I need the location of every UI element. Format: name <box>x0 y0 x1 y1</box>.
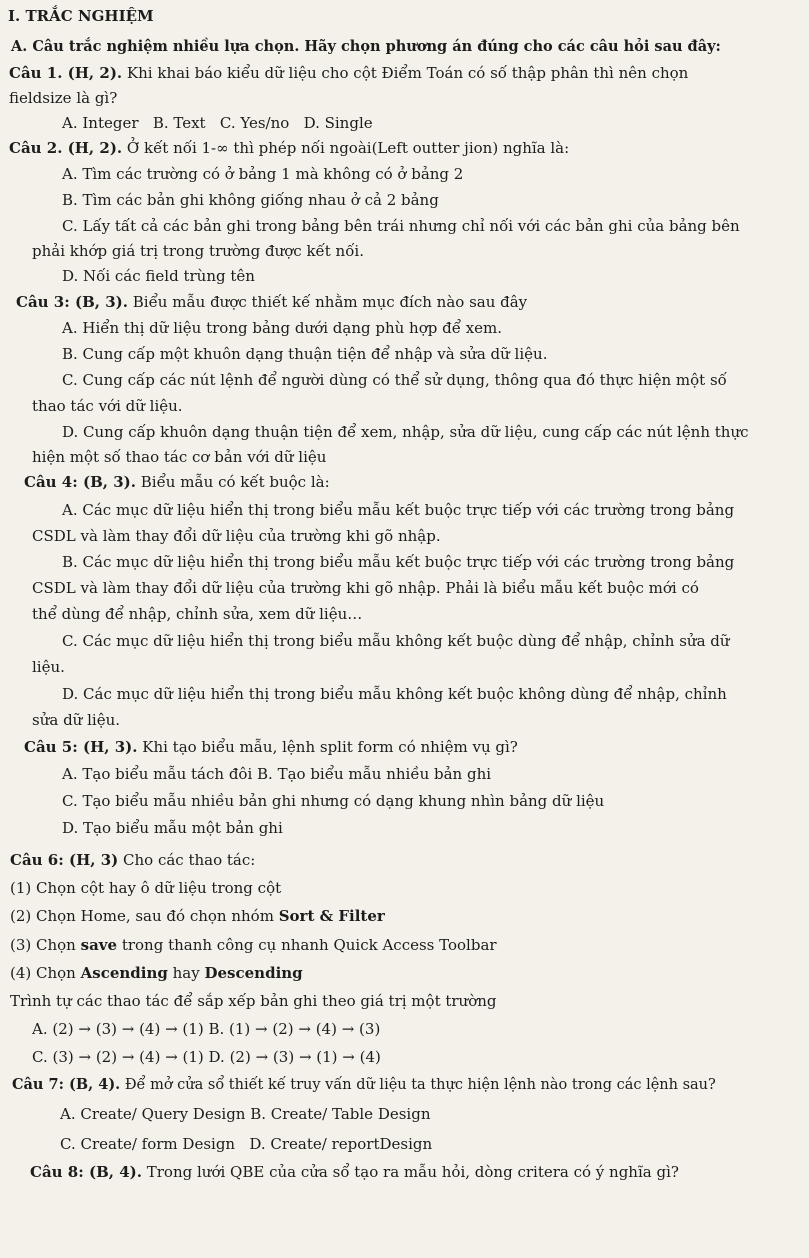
question-4-text: Biểu mẫu có kết buộc là: <box>140 473 330 491</box>
section-title: I. TRẮC NGHIỆM <box>8 7 154 25</box>
question-6-step-4-text: (4) Chọn <box>10 964 81 982</box>
question-6-step-4-keyword-2: Descending <box>204 964 303 982</box>
question-3-option-d: D. Cung cấp khuôn dạng thuận tiện để xem, nhập, sửa dữ liệu, cung cấp các nút lệnh thực <box>62 423 749 441</box>
question-3-option-d-cont: hiện một số thao tác cơ bản với dữ liệu <box>32 448 327 466</box>
question-6-text: Cho các thao tác: <box>123 851 256 869</box>
question-4-label: Câu 4: (B, 3). <box>24 473 136 491</box>
question-2-option-a: A. Tìm các trường có ở bảng 1 mà không có ở bảng 2 <box>62 165 464 183</box>
question-2-option-c: C. Lấy tất cả các bản ghi trong bảng bên trái nhưng chỉ nối với các bản ghi của bảng bên <box>62 217 740 235</box>
question-6-step-4-text-mid: hay <box>167 964 205 982</box>
question-4-option-c-cont: liệu. <box>32 658 65 676</box>
question-5-option-d: D. Tạo biểu mẫu một bản ghi <box>62 819 283 837</box>
question-6-options-ab: A. (2) → (3) → (4) → (1) B. (1) → (2) → (4) → (3) <box>32 1020 381 1038</box>
question-6-step-2 <box>10 906 385 926</box>
question-4-option-a-cont: CSDL và làm thay đổi dữ liệu của trường khi gõ nhập. <box>32 527 441 545</box>
question-3-option-a: A. Hiển thị dữ liệu trong bảng dưới dạng phù hợp để xem. <box>62 319 503 337</box>
instruction: A. Câu trắc nghiệm nhiều lựa chọn. Hãy chọn phương án đúng cho các câu hỏi sau đây: <box>11 38 721 55</box>
question-5 <box>24 737 518 757</box>
question-1-text-cont: fieldsize là gì? <box>9 89 118 107</box>
question-6-prompt: Trình tự các thao tác để sắp xếp bản ghi theo giá trị một trường <box>10 992 497 1010</box>
question-6-label: Câu 6: (H, 3) <box>10 851 119 869</box>
question-2-option-c-cont: phải khớp giá trị trong trường được kết nối. <box>32 242 364 260</box>
question-5-options-ab: A. Tạo biểu mẫu tách đôi B. Tạo biểu mẫu nhiều bản ghi <box>62 765 492 783</box>
question-1 <box>9 63 688 83</box>
question-7-options-cd: C. Create/ form Design D. Create/ reportDesign <box>60 1135 433 1153</box>
question-7-options-ab: A. Create/ Query Design B. Create/ Table Design <box>60 1105 431 1123</box>
question-3-option-c: C. Cung cấp các nút lệnh để người dùng có thể sử dụng, thông qua đó thực hiện một số <box>62 371 727 389</box>
question-5-label: Câu 5: (H, 3). <box>24 738 138 756</box>
question-6-step-3-text: (3) Chọn <box>10 936 81 954</box>
question-8-label: Câu 8: (B, 4). <box>30 1163 142 1181</box>
question-1-options: A. Integer B. Text C. Yes/no D. Single <box>62 114 373 132</box>
question-3 <box>16 292 527 312</box>
question-4-option-a: A. Các mục dữ liệu hiển thị trong biểu mẫu kết buộc trực tiếp với các trường trong bảng <box>62 501 735 519</box>
question-4-option-c: C. Các mục dữ liệu hiển thị trong biểu mẫu không kết buộc dùng để nhập, chỉnh sửa dữ <box>62 632 730 650</box>
question-2-text: Ở kết nối 1-∞ thì phép nối ngoài(Left outter jion) nghĩa là: <box>126 139 570 157</box>
question-6-step-1: (1) Chọn cột hay ô dữ liệu trong cột <box>10 879 282 897</box>
question-4-option-b-cont2: thể dùng để nhập, chỉnh sửa, xem dữ liệu… <box>32 605 363 623</box>
question-7 <box>12 1075 716 1095</box>
question-6-step-3 <box>10 935 497 955</box>
question-4-option-d-cont: sửa dữ liệu. <box>32 711 121 729</box>
question-6-step-3-text-post: trong thanh công cụ nhanh Quick Access Toolbar <box>117 936 497 954</box>
question-1-text: Khi khai báo kiểu dữ liệu cho cột Điểm Toán có số thập phân thì nên chọn <box>126 64 689 82</box>
question-5-text: Khi tạo biểu mẫu, lệnh split form có nhiệm vụ gì? <box>142 738 518 756</box>
question-1-label: Câu 1. (H, 2). <box>9 64 123 82</box>
question-4-option-b-cont: CSDL và làm thay đổi dữ liệu của trường khi gõ nhập. Phải là biểu mẫu kết buộc mới có <box>32 579 699 597</box>
question-4-option-d: D. Các mục dữ liệu hiển thị trong biểu mẫu không kết buộc không dùng để nhập, chỉnh <box>62 685 727 703</box>
question-6-step-4 <box>10 963 303 983</box>
question-3-label: Câu 3: (B, 3). <box>16 293 128 311</box>
question-6 <box>10 850 255 870</box>
question-6-step-2-text: (2) Chọn Home, sau đó chọn nhóm <box>10 907 279 925</box>
question-8 <box>30 1162 679 1182</box>
question-3-option-b: B. Cung cấp một khuôn dạng thuận tiện để nhập và sửa dữ liệu. <box>62 345 548 363</box>
question-6-options-cd: C. (3) → (2) → (4) → (1) D. (2) → (3) → (1) → (4) <box>32 1048 381 1066</box>
question-6-step-2-keyword: Sort & Filter <box>278 907 385 925</box>
question-7-text: Để mở cửa sổ thiết kế truy vấn dữ liệu ta thực hiện lệnh nào trong các lệnh sau? <box>124 1077 716 1093</box>
question-3-option-c-cont: thao tác với dữ liệu. <box>32 397 183 415</box>
question-3-text: Biểu mẫu được thiết kế nhằm mục đích nào sau đây <box>132 293 528 311</box>
question-4-option-b: B. Các mục dữ liệu hiển thị trong biểu mẫu kết buộc trực tiếp với các trường trong bảng <box>62 553 735 571</box>
question-7-label: Câu 7: (B, 4). <box>12 1076 121 1093</box>
question-8-text: Trong lưới QBE của cửa sổ tạo ra mẫu hỏi, dòng critera có ý nghĩa gì? <box>146 1163 679 1181</box>
question-4 <box>24 472 330 492</box>
question-6-step-4-keyword: Ascending <box>80 964 168 982</box>
question-2-option-d: D. Nối các field trùng tên <box>62 267 255 285</box>
question-2-label: Câu 2. (H, 2). <box>9 139 123 157</box>
question-2-option-b: B. Tìm các bản ghi không giống nhau ở cả 2 bảng <box>62 191 439 209</box>
question-2 <box>9 138 569 158</box>
question-5-option-c: C. Tạo biểu mẫu nhiều bản ghi nhưng có dạng khung nhìn bảng dữ liệu <box>62 792 605 810</box>
question-6-step-3-keyword: save <box>80 936 118 954</box>
